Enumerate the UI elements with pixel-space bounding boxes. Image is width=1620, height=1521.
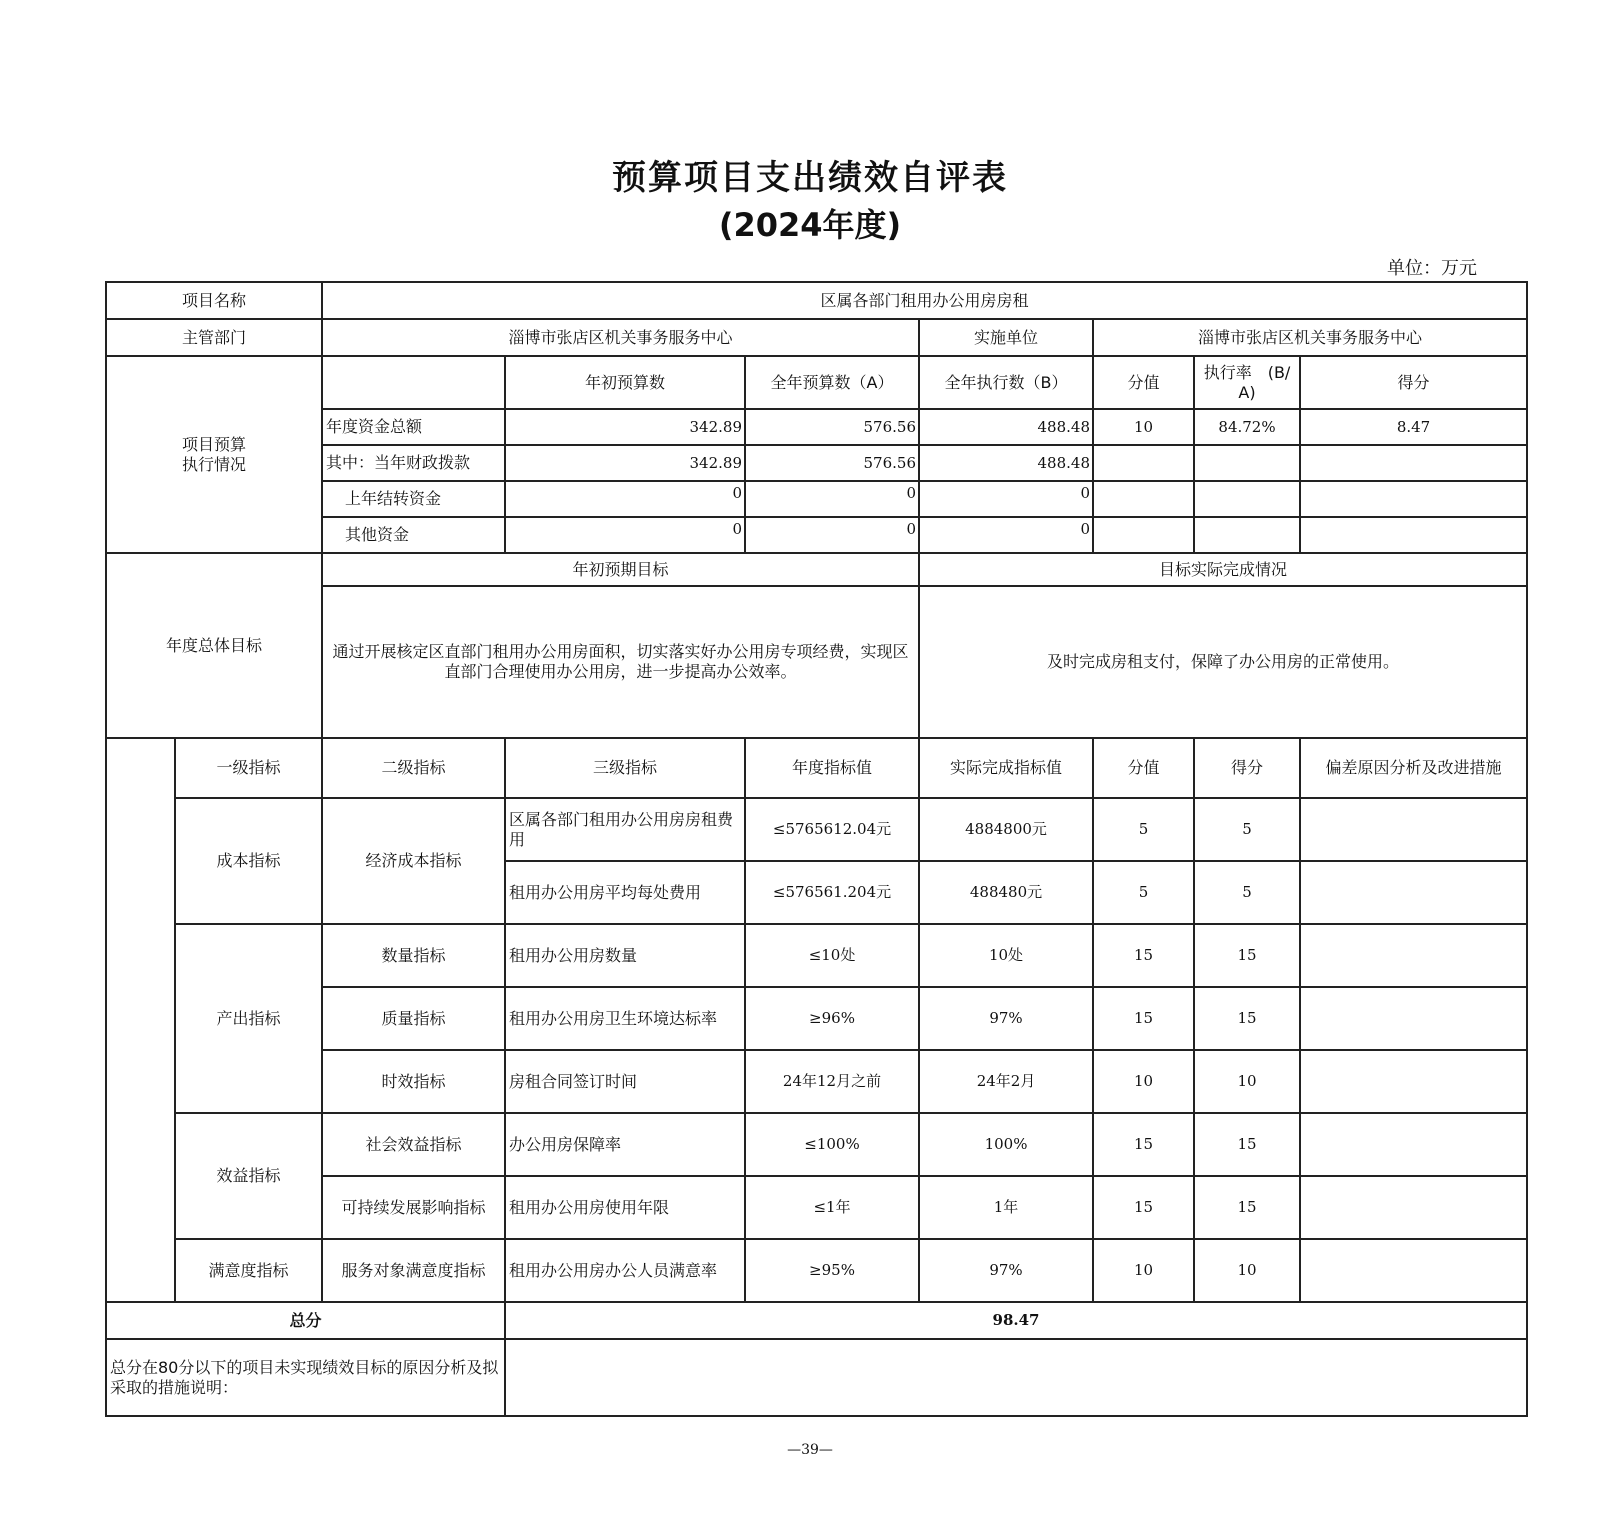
indicator-header-level1: 一级指标 — [175, 738, 322, 798]
budget-cell-executed: 0 — [919, 481, 1093, 517]
budget-cell-score-value — [1093, 517, 1194, 553]
indicator-score: 15 — [1194, 1113, 1300, 1176]
goals-expected-header: 年初预期目标 — [322, 553, 919, 586]
indicator-header-remark: 偏差原因分析及改进措施 — [1300, 738, 1527, 798]
indicator-header-level2: 二级指标 — [322, 738, 505, 798]
project-name-value: 区属各部门租用办公用房房租 — [322, 282, 1527, 319]
budget-header-executed: 全年执行数（B） — [919, 356, 1093, 409]
indicator-remark — [1300, 1176, 1527, 1239]
indicator-header-level3: 三级指标 — [505, 738, 745, 798]
indicator-header-score: 得分 — [1194, 738, 1300, 798]
indicator-actual: 4884800元 — [919, 798, 1093, 861]
indicator-score: 5 — [1194, 861, 1300, 924]
indicator-score-value: 5 — [1093, 861, 1194, 924]
indicator-target: ≤1年 — [745, 1176, 919, 1239]
indicator-remark — [1300, 924, 1527, 987]
indicator-score-value: 15 — [1093, 987, 1194, 1050]
indicator-level2: 服务对象满意度指标 — [322, 1239, 505, 1302]
performance-table — [105, 281, 1528, 1417]
goals-actual-text: 及时完成房租支付，保障了办公用房的正常使用。 — [919, 586, 1527, 738]
indicator-score-value: 15 — [1093, 924, 1194, 987]
indicator-score-value: 5 — [1093, 798, 1194, 861]
total-value: 98.47 — [505, 1302, 1527, 1339]
project-name-label: 项目名称 — [106, 282, 322, 319]
budget-cell-rate: 84.72% — [1194, 409, 1300, 445]
budget-cell-rate — [1194, 445, 1300, 481]
indicator-score-value: 10 — [1093, 1050, 1194, 1113]
indicator-target: ≥95% — [745, 1239, 919, 1302]
indicator-level2: 质量指标 — [322, 987, 505, 1050]
indicator-score: 10 — [1194, 1239, 1300, 1302]
document-title: 预算项目支出绩效自评表 — [612, 158, 1008, 198]
total-label: 总分 — [106, 1302, 505, 1339]
budget-cell-score — [1300, 481, 1527, 517]
indicator-actual: 10处 — [919, 924, 1093, 987]
budget-cell-executed: 0 — [919, 517, 1093, 553]
budget-row-label: 年度资金总额 — [322, 409, 505, 445]
indicator-remark — [1300, 798, 1527, 861]
indicator-score-value: 15 — [1093, 1176, 1194, 1239]
budget-cell-rate — [1194, 481, 1300, 517]
indicator-actual: 1年 — [919, 1176, 1093, 1239]
indicator-actual: 488480元 — [919, 861, 1093, 924]
indicator-level3: 区属各部门租用办公用房房租费用 — [505, 798, 745, 861]
indicator-level2: 数量指标 — [322, 924, 505, 987]
budget-cell-executed: 488.48 — [919, 445, 1093, 481]
indicator-level3: 房租合同签订时间 — [505, 1050, 745, 1113]
indicator-score: 15 — [1194, 1176, 1300, 1239]
budget-cell-score-value — [1093, 445, 1194, 481]
budget-cell-annual: 0 — [745, 481, 919, 517]
dept-value: 淄博市张店区机关事务服务中心 — [322, 319, 919, 356]
indicator-header-target: 年度指标值 — [745, 738, 919, 798]
indicator-level3: 租用办公用房办公人员满意率 — [505, 1239, 745, 1302]
low-score-note-label: 总分在80分以下的项目未实现绩效目标的原因分析及拟采取的措施说明： — [106, 1339, 505, 1416]
budget-cell-initial: 0 — [505, 481, 745, 517]
indicator-target: ≥96% — [745, 987, 919, 1050]
goals-actual-header: 目标实际完成情况 — [919, 553, 1527, 586]
budget-cell-annual: 576.56 — [745, 445, 919, 481]
budget-cell-score-value — [1093, 481, 1194, 517]
indicator-blank-column — [106, 738, 175, 1302]
indicator-header-score-value: 分值 — [1093, 738, 1194, 798]
indicator-level1: 效益指标 — [175, 1113, 322, 1239]
indicator-actual: 24年2月 — [919, 1050, 1093, 1113]
impl-label: 实施单位 — [919, 319, 1093, 356]
budget-cell-annual: 0 — [745, 517, 919, 553]
budget-header-rate: 执行率 (B/A) — [1194, 356, 1300, 409]
budget-cell-rate — [1194, 517, 1300, 553]
indicator-target: ≤100% — [745, 1113, 919, 1176]
indicator-level3: 租用办公用房使用年限 — [505, 1176, 745, 1239]
indicator-header-actual: 实际完成指标值 — [919, 738, 1093, 798]
indicator-remark — [1300, 987, 1527, 1050]
indicator-actual: 97% — [919, 1239, 1093, 1302]
dept-label: 主管部门 — [106, 319, 322, 356]
budget-cell-initial: 0 — [505, 517, 745, 553]
budget-header-blank — [322, 356, 505, 409]
indicator-level2: 社会效益指标 — [322, 1113, 505, 1176]
budget-header-annual: 全年预算数（A） — [745, 356, 919, 409]
budget-cell-score — [1300, 517, 1527, 553]
indicator-level1: 成本指标 — [175, 798, 322, 924]
indicator-score: 10 — [1194, 1050, 1300, 1113]
budget-cell-executed: 488.48 — [919, 409, 1093, 445]
indicator-score-value: 10 — [1093, 1239, 1194, 1302]
indicator-target: ≤5765612.04元 — [745, 798, 919, 861]
indicator-level3: 租用办公用房平均每处费用 — [505, 861, 745, 924]
budget-cell-score-value: 10 — [1093, 409, 1194, 445]
unit-label: 单位：万元 — [1387, 258, 1477, 279]
indicator-level2: 经济成本指标 — [322, 798, 505, 924]
budget-cell-initial: 342.89 — [505, 409, 745, 445]
indicator-actual: 100% — [919, 1113, 1093, 1176]
budget-cell-score — [1300, 445, 1527, 481]
impl-value: 淄博市张店区机关事务服务中心 — [1093, 319, 1527, 356]
indicator-score: 5 — [1194, 798, 1300, 861]
low-score-note-value — [505, 1339, 1527, 1416]
indicator-target: 24年12月之前 — [745, 1050, 919, 1113]
indicator-actual: 97% — [919, 987, 1093, 1050]
indicator-score-value: 15 — [1093, 1113, 1194, 1176]
budget-row-label: 其他资金 — [322, 517, 505, 553]
budget-cell-initial: 342.89 — [505, 445, 745, 481]
indicator-level3: 办公用房保障率 — [505, 1113, 745, 1176]
budget-row-label: 上年结转资金 — [322, 481, 505, 517]
indicator-score: 15 — [1194, 987, 1300, 1050]
document-year: (2024年度) — [718, 206, 902, 244]
goals-expected-text: 通过开展核定区直部门租用办公用房面积，切实落实好办公用房专项经费，实现区直部门合理使用办公用房，进一步提高办公效率。 — [322, 586, 919, 738]
budget-header-score: 得分 — [1300, 356, 1527, 409]
indicator-remark — [1300, 861, 1527, 924]
indicator-target: ≤576561.204元 — [745, 861, 919, 924]
indicator-level3: 租用办公用房卫生环境达标率 — [505, 987, 745, 1050]
indicator-remark — [1300, 1050, 1527, 1113]
indicator-level2: 可持续发展影响指标 — [322, 1176, 505, 1239]
indicator-level1: 满意度指标 — [175, 1239, 322, 1302]
budget-section-label: 项目预算 执行情况 — [106, 356, 322, 553]
goals-section-label: 年度总体目标 — [106, 553, 322, 738]
budget-cell-annual: 576.56 — [745, 409, 919, 445]
indicator-level1: 产出指标 — [175, 924, 322, 1113]
budget-row-label: 其中：当年财政拨款 — [322, 445, 505, 481]
indicator-remark — [1300, 1239, 1527, 1302]
budget-header-score-value: 分值 — [1093, 356, 1194, 409]
budget-header-initial: 年初预算数 — [505, 356, 745, 409]
indicator-target: ≤10处 — [745, 924, 919, 987]
indicator-level3: 租用办公用房数量 — [505, 924, 745, 987]
page-number: —39— — [787, 1442, 833, 1458]
budget-cell-score: 8.47 — [1300, 409, 1527, 445]
indicator-score: 15 — [1194, 924, 1300, 987]
indicator-remark — [1300, 1113, 1527, 1176]
indicator-level2: 时效指标 — [322, 1050, 505, 1113]
